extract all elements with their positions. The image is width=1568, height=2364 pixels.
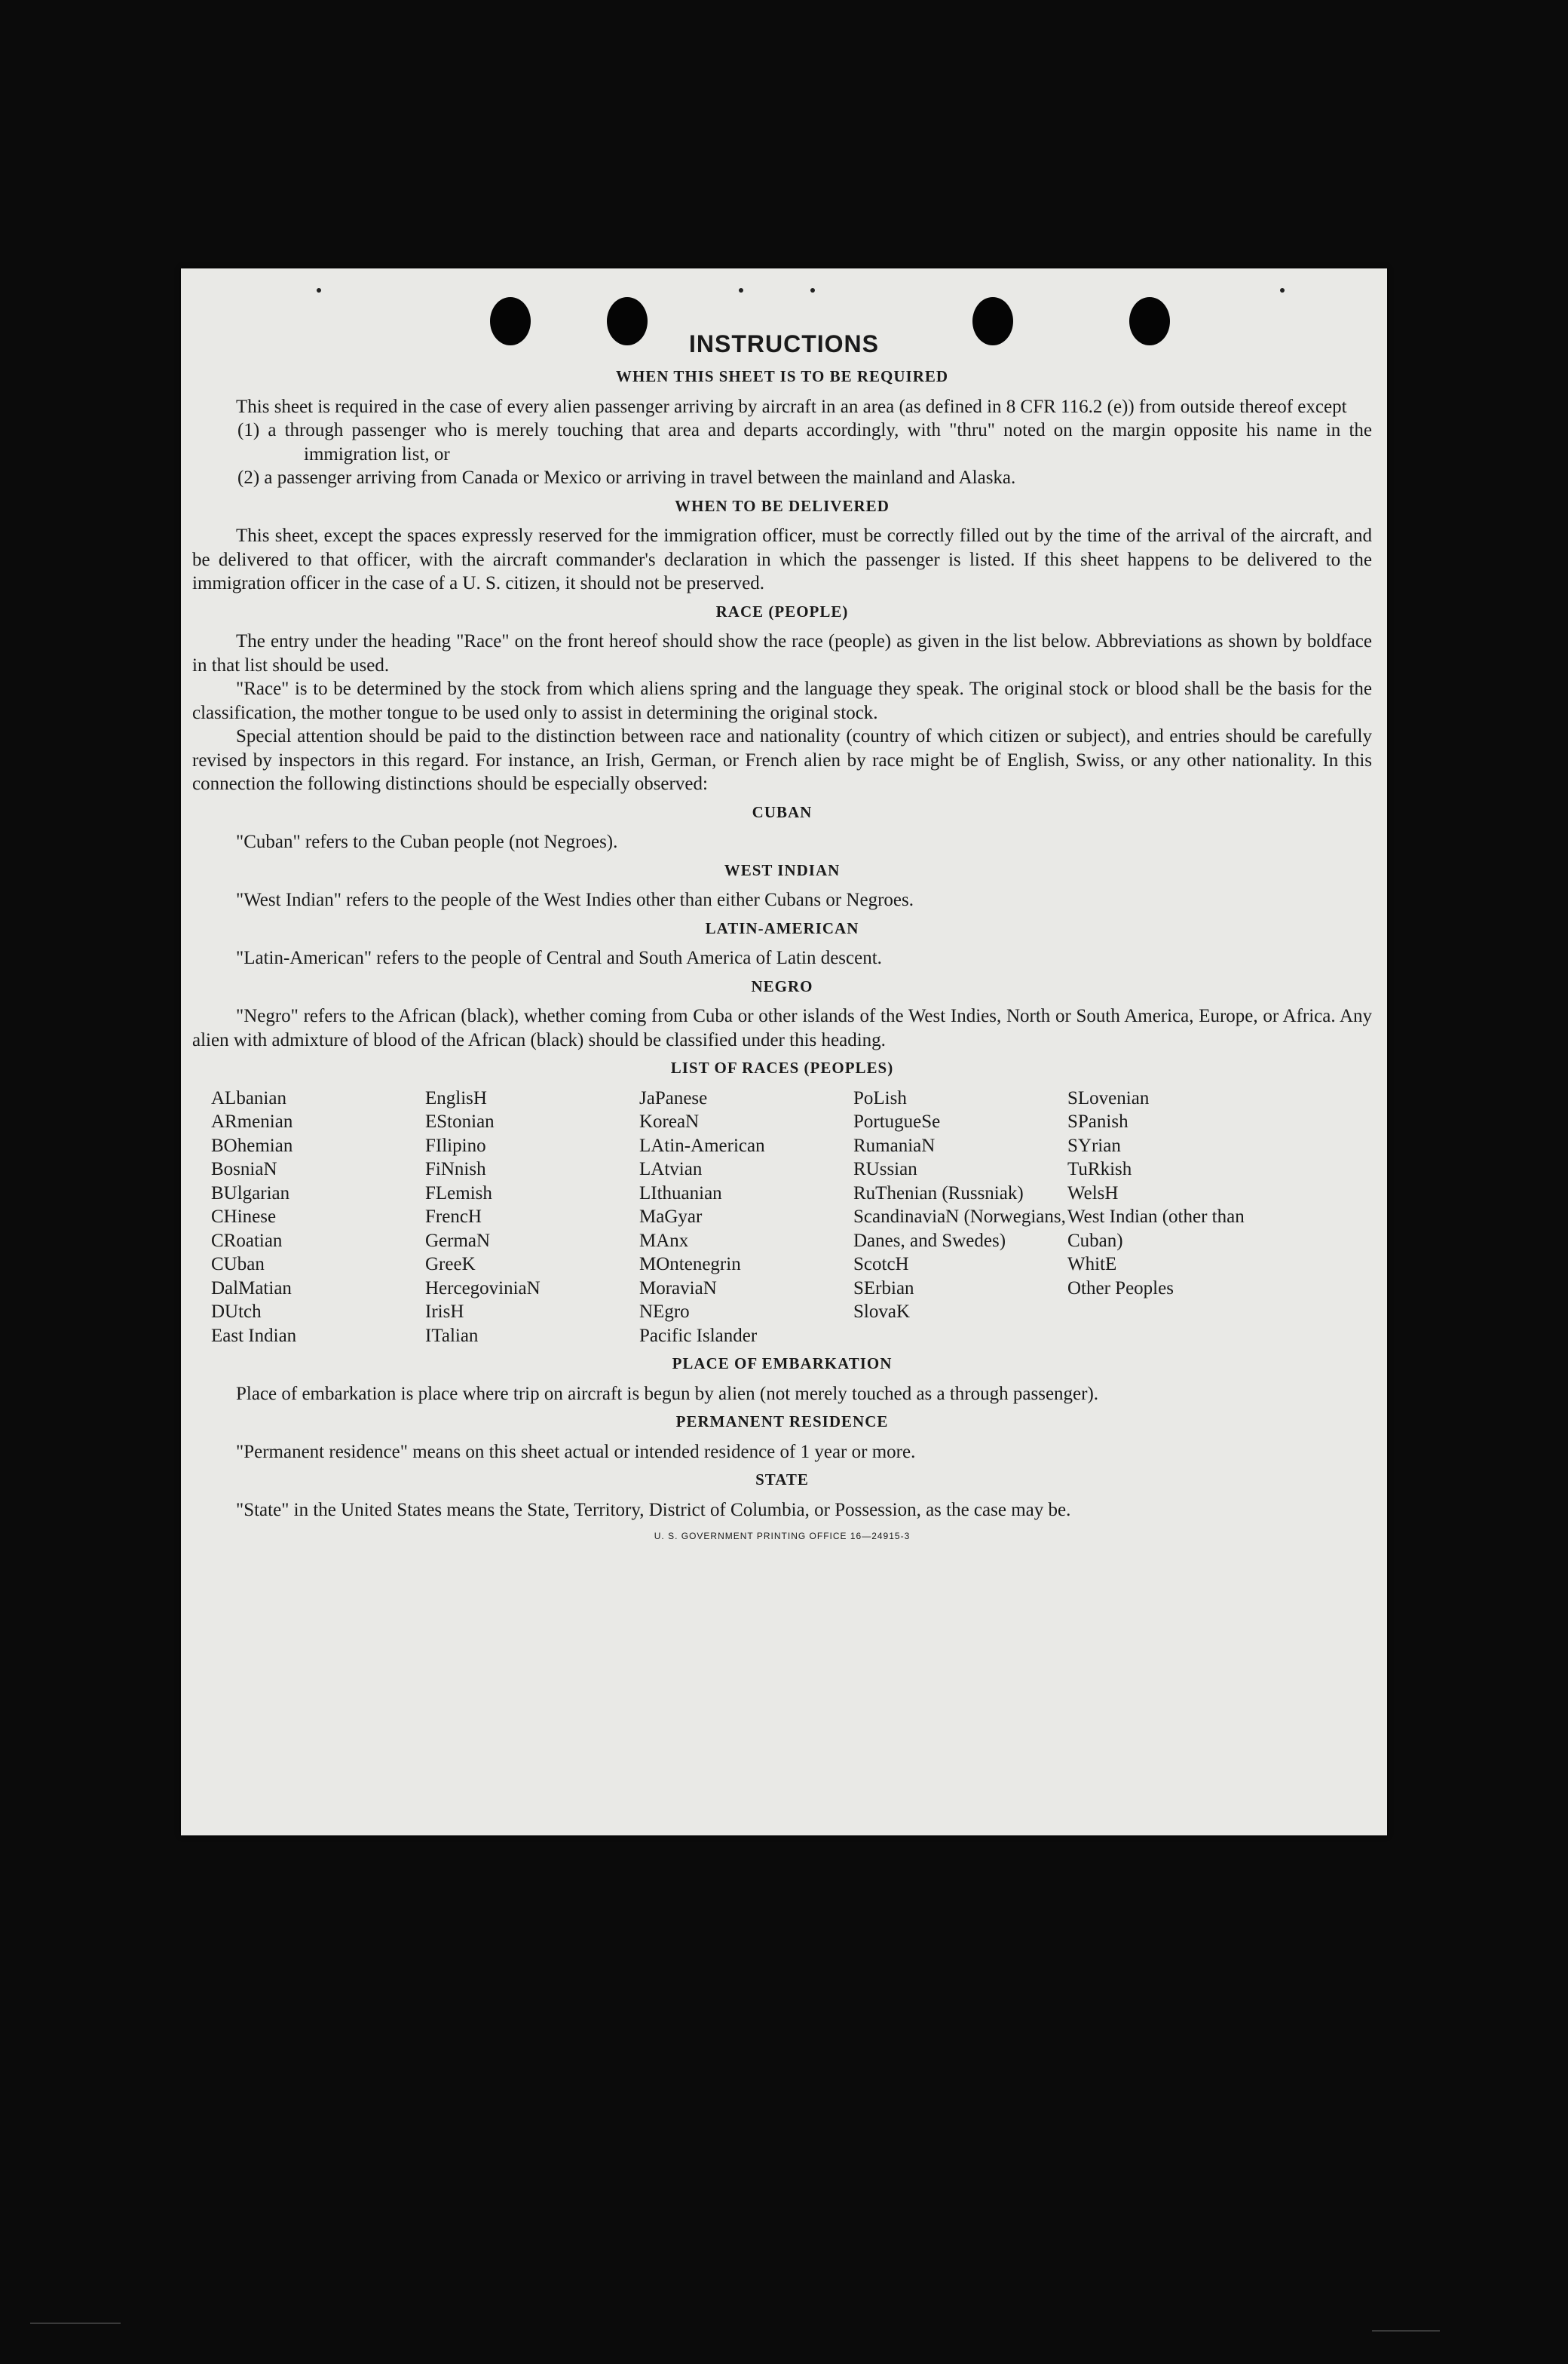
race-item: Pacific Islander [639, 1325, 758, 1346]
printing-office-footer: U. S. GOVERNMENT PRINTING OFFICE 16—24915-3 [654, 1531, 911, 1541]
race-item: TuRkish [1067, 1159, 1132, 1179]
race-item: SlovaK [853, 1302, 910, 1322]
race-item: MaGyar [639, 1207, 703, 1227]
paragraph: Special attention should be paid to the distinction between race and nationality (country of which citizen or subject), and entries should be carefully revised by inspectors in this regard. For instance, an Irish, German, or French alien by race might be of English, Swiss, or any other nationality. In this connection the following distinctions should be especially observed: [192, 726, 1372, 794]
section-heading: WHEN THIS SHEET IS TO BE REQUIRED [615, 367, 949, 385]
race-item: MoraviaN [639, 1277, 717, 1299]
paper-mark [739, 288, 743, 293]
race-column [853, 1087, 1067, 1348]
race-item: LAtin-American [639, 1135, 765, 1156]
race-item: Other Peoples [1067, 1277, 1174, 1299]
race-item: RuThenian (Russniak) [853, 1182, 1024, 1203]
race-item: PoLish [853, 1087, 907, 1108]
race-column [425, 1087, 639, 1348]
instruction-sheet [181, 268, 1387, 1835]
race-item: GermaN [425, 1230, 491, 1251]
paragraph: "State" in the United States means the State, Territory, District of Columbia, or Possession, as the case may be. [236, 1499, 1071, 1520]
race-item: ScandinaviaN (Norwegians, Danes, and Swedes) [853, 1207, 1066, 1251]
race-item: NEgro [639, 1302, 690, 1322]
paragraph: "Negro" refers to the African (black), whether coming from Cuba or other islands of the West Indies, North or South America, Europe, or Africa. Any alien with admixture of blood of the African (black) should be classified under this heading. [192, 1006, 1372, 1050]
section-heading: WHEN TO BE DELIVERED [675, 496, 890, 515]
paragraph: "Race" is to be determined by the stock from which aliens spring and the language they speak. The original stock or blood shall be the basis for the classification, the mother tongue to be used only to assist in determining the original stock. [192, 679, 1372, 723]
film-scratch [30, 2323, 121, 2324]
paragraph: The entry under the heading "Race" on the front hereof should show the race (people) as given in the list below. Abbreviations as shown by boldface in that list should be used. [192, 631, 1372, 676]
race-item: IrisH [425, 1302, 464, 1322]
race-item: CHinese [211, 1207, 277, 1227]
race-item: SLovenian [1067, 1087, 1150, 1108]
race-item: BOhemian [211, 1135, 293, 1156]
race-item: DalMatian [211, 1277, 292, 1299]
paragraph: This sheet is required in the case of every alien passenger arriving by aircraft in an area (as defined in 8 CFR 116.2 (e)) from outside thereof except [236, 396, 1347, 417]
race-item: BosniaN [211, 1159, 277, 1179]
section-heading: PERMANENT RESIDENCE [675, 1412, 889, 1430]
instructions-body [192, 360, 1372, 1549]
film-scratch [1372, 2330, 1440, 2332]
race-item: CUban [211, 1254, 265, 1274]
race-item: FrencH [425, 1207, 482, 1227]
race-column [211, 1087, 425, 1348]
paper-mark [1280, 288, 1285, 293]
race-item: FiNnish [425, 1159, 486, 1179]
race-column [639, 1087, 853, 1348]
race-item: FIlipino [425, 1135, 486, 1156]
race-item: WhitE [1067, 1254, 1117, 1274]
race-item: ARmenian [211, 1111, 293, 1132]
paragraph: "West Indian" refers to the people of the West Indies other than either Cubans or Negroes. [236, 890, 914, 910]
race-item: EnglisH [425, 1087, 487, 1108]
race-item: BUlgarian [211, 1182, 290, 1203]
section-heading: NEGRO [751, 977, 813, 995]
list-item: (1) a through passenger who is merely touching that area and departs accordingly, with "thru" noted on the margin opposite his name in the immigration list, or [237, 420, 1372, 465]
race-column [1067, 1087, 1286, 1348]
race-item: MAnx [639, 1230, 689, 1251]
section-heading: STATE [755, 1470, 809, 1489]
race-item: LAtvian [639, 1159, 703, 1179]
section-heading: PLACE OF EMBARKATION [672, 1354, 893, 1372]
race-item: WelsH [1067, 1182, 1119, 1203]
race-item: CRoatian [211, 1230, 283, 1251]
list-item: (2) a passenger arriving from Canada or Mexico or arriving in travel between the mainland and Alaska. [237, 468, 1016, 488]
race-item: KoreaN [639, 1111, 700, 1132]
paper-mark [317, 288, 321, 293]
race-item: West Indian (other than Cuban) [1067, 1207, 1245, 1251]
paragraph: Place of embarkation is place where trip on aircraft is begun by alien (not merely touched as a through passenger). [236, 1383, 1099, 1404]
race-item: HercegoviniaN [425, 1277, 541, 1299]
race-item: DUtch [211, 1302, 262, 1322]
race-item: GreeK [425, 1254, 476, 1274]
race-item: JaPanese [639, 1087, 708, 1108]
race-item: RUssian [853, 1159, 917, 1179]
section-heading: RACE (PEOPLE) [715, 602, 849, 621]
paragraph: "Latin-American" refers to the people of Central and South America of Latin descent. [236, 948, 882, 968]
paper-mark [810, 288, 815, 293]
paragraph: "Permanent residence" means on this sheet actual or intended residence of 1 year or more. [236, 1441, 916, 1462]
paragraph: "Cuban" refers to the Cuban people (not Negroes). [236, 832, 618, 852]
race-item: East Indian [211, 1325, 297, 1346]
race-item: ITalian [425, 1325, 479, 1346]
section-heading: LATIN-AMERICAN [705, 918, 859, 937]
paragraph: This sheet, except the spaces expressly reserved for the immigration officer, must be correctly filled out by the time of the arrival of the aircraft, and be delivered to that officer, with the aircraft commander's declaration in which the passenger is listed. If this sheet happens to be delivered to the immigration officer in the case of a U. S. citizen, it should not be preserved. [192, 526, 1372, 593]
race-item: RumaniaN [853, 1135, 936, 1156]
race-item: EStonian [425, 1111, 495, 1132]
section-heading: WEST INDIAN [724, 860, 841, 879]
section-heading: LIST OF RACES (PEOPLES) [670, 1059, 894, 1077]
race-item: MOntenegrin [639, 1254, 741, 1274]
page-title: INSTRUCTIONS [689, 330, 879, 357]
race-item: SPanish [1067, 1111, 1129, 1132]
race-item: LIthuanian [639, 1182, 722, 1203]
race-item: SYrian [1067, 1135, 1121, 1156]
race-item: SErbian [853, 1277, 914, 1299]
race-item: FLemish [425, 1182, 492, 1203]
race-item: PortugueSe [853, 1111, 941, 1132]
race-list [192, 1087, 1372, 1348]
race-item: ALbanian [211, 1087, 286, 1108]
race-item: ScotcH [853, 1254, 909, 1274]
section-heading: CUBAN [752, 802, 813, 821]
